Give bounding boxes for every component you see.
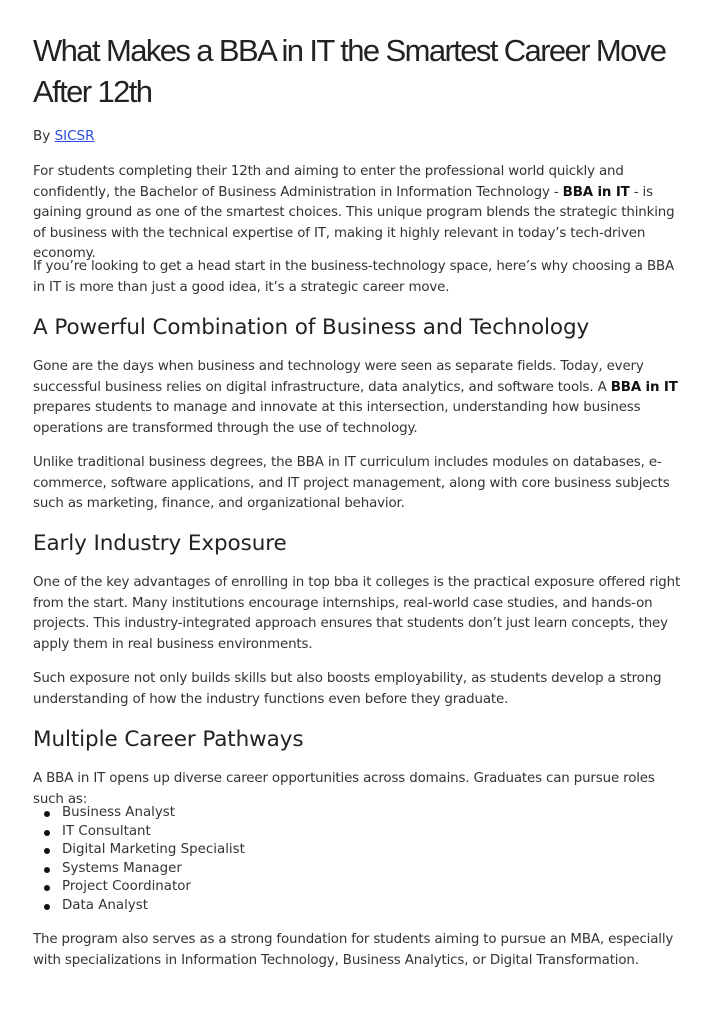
byline — [33, 126, 95, 146]
article-title: What Makes a BBA in IT the Smartest Career Move After 12th — [33, 33, 666, 109]
section-1-bold-term: BBA in IT — [610, 379, 678, 395]
intro-text-end: - is gaining ground as one of the smartest choices. This unique program blends the strategic thinking of business with the technical expertise of IT, making it highly relevant in today’s tech-driven economy. — [33, 184, 675, 261]
section-1-text-start: Gone are the days when business and technology were seen as separate fields. Today, every successful business relies on digital infrastructure, data analytics, and software tools. A — [33, 359, 644, 395]
author-link[interactable]: SICSR — [54, 128, 95, 144]
list-item: Data Analyst — [33, 897, 673, 916]
section-1-paragraph-2: Unlike traditional business degrees, the BBA in IT curriculum includes modules on databases, e-commerce, software applications, and IT project management, along with core business subjects such as marketing, finance, and organizational behavior. — [33, 455, 670, 511]
section-3-paragraph-2: The program also serves as a strong foundation for students aiming to pursue an MBA, especially with specializations in Information Technology, Business Analytics, or Digital Transformation. — [33, 932, 674, 968]
list-item: Digital Marketing Specialist — [33, 841, 673, 860]
intro-paragraph-1 — [33, 162, 689, 265]
section-3-paragraph-1: A BBA in IT opens up diverse career opportunities across domains. Graduates can pursue roles such as: — [33, 771, 655, 807]
list-item: Systems Manager — [33, 860, 673, 879]
section-2-paragraph-1: One of the key advantages of enrolling in top bba it colleges is the practical exposure offered right from the start. Many institutions encourage internships, real-world case studies, and hands-on projects. This industry-integrated approach ensures that students don’t just learn concepts, they apply them in real business environments. — [33, 575, 681, 652]
intro-paragraph-2: If you’re looking to get a head start in the business-technology space, here’s why choosing a BBA in IT is more than just a good idea, it’s a strategic career move. — [33, 259, 675, 295]
intro-bold-term: BBA in IT — [562, 184, 630, 200]
career-roles-list — [33, 804, 673, 916]
intro-text-start: For students completing their 12th and aiming to enter the professional world quickly and confidently, the Bachelor of Business Administration in Information Technology - — [33, 164, 624, 200]
section-heading-industry-exposure: Early Industry Exposure — [33, 531, 287, 556]
section-2-paragraph-2: Such exposure not only builds skills but also boosts employability, as students develop a strong understanding of how the industry functions even before they graduate. — [33, 671, 662, 707]
list-item: IT Consultant — [33, 823, 673, 842]
list-item: Project Coordinator — [33, 878, 673, 897]
section-1-text-end: prepares students to manage and innovate at this intersection, understanding how business operations are transformed through the use of technology. — [33, 400, 641, 436]
section-heading-career-pathways: Multiple Career Pathways — [33, 727, 304, 752]
section-heading-business-technology: A Powerful Combination of Business and Technology — [33, 315, 590, 340]
section-1-paragraph-1 — [33, 357, 689, 439]
byline-prefix: By — [33, 128, 51, 144]
list-item: Business Analyst — [33, 804, 673, 823]
